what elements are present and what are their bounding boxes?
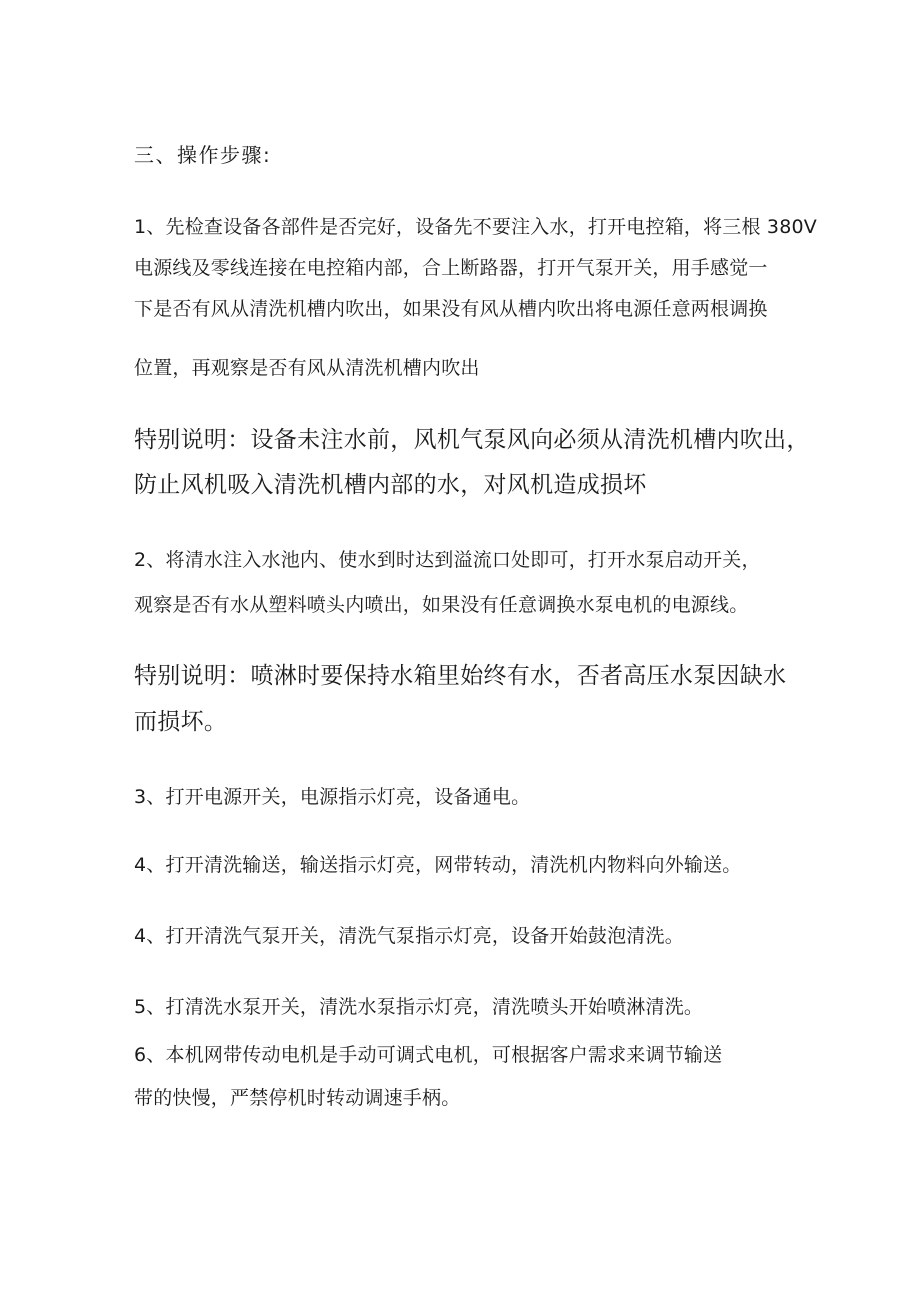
step-4-conveyor: 4、打开清洗输送，输送指示灯亮，网带转动，清洗机内物料向外输送。 — [134, 854, 742, 876]
step-2-line-2: 观察是否有水从塑料喷头内喷出，如果没有任意调换水泵电机的电源线。 — [134, 594, 749, 616]
step-1-line-2: 电源线及零线连接在电控箱内部，合上断路器，打开气泵开关，用手感觉一 — [134, 257, 768, 279]
section-heading: 三、操作步骤: — [134, 143, 272, 167]
step-1-line-3: 下是否有风从清洗机槽内吹出，如果没有风从槽内吹出将电源任意两根调换 — [134, 298, 768, 320]
note-2-line-2: 而损坏。 — [134, 709, 228, 735]
step-1-line-1: 1、先检查设备各部件是否完好，设备先不要注入水，打开电控箱，将三根 380V — [134, 216, 817, 238]
step-4-air-pump: 4、打开清洗气泵开关，清洗气泵指示灯亮，设备开始鼓泡清洗。 — [134, 925, 684, 947]
step-6-line-1: 6、本机网带传动电机是手动可调式电机，可根据客户需求来调节输送 — [134, 1044, 723, 1066]
note-2-line-1: 特别说明：喷淋时要保持水箱里始终有水，否者高压水泵因缺水 — [134, 663, 787, 689]
step-3: 3、打开电源开关，电源指示灯亮，设备通电。 — [134, 786, 531, 808]
step-2-line-1: 2、将清水注入水池内、使水到时达到溢流口处即可，打开水泵启动开关， — [134, 549, 761, 571]
note-1-line-1: 特别说明：设备未注水前，风机气泵风向必须从清洗机槽内吹出， — [134, 427, 810, 453]
note-1-line-2: 防止风机吸入清洗机槽内部的水，对风机造成损坏 — [134, 472, 647, 498]
step-1-line-4: 位置，再观察是否有风从清洗机槽内吹出 — [134, 357, 480, 379]
step-5: 5、打清洗水泵开关，清洗水泵指示灯亮，清洗喷头开始喷淋清洗。 — [134, 996, 704, 1018]
step-6-line-2: 带的快慢，严禁停机时转动调速手柄。 — [134, 1087, 461, 1109]
